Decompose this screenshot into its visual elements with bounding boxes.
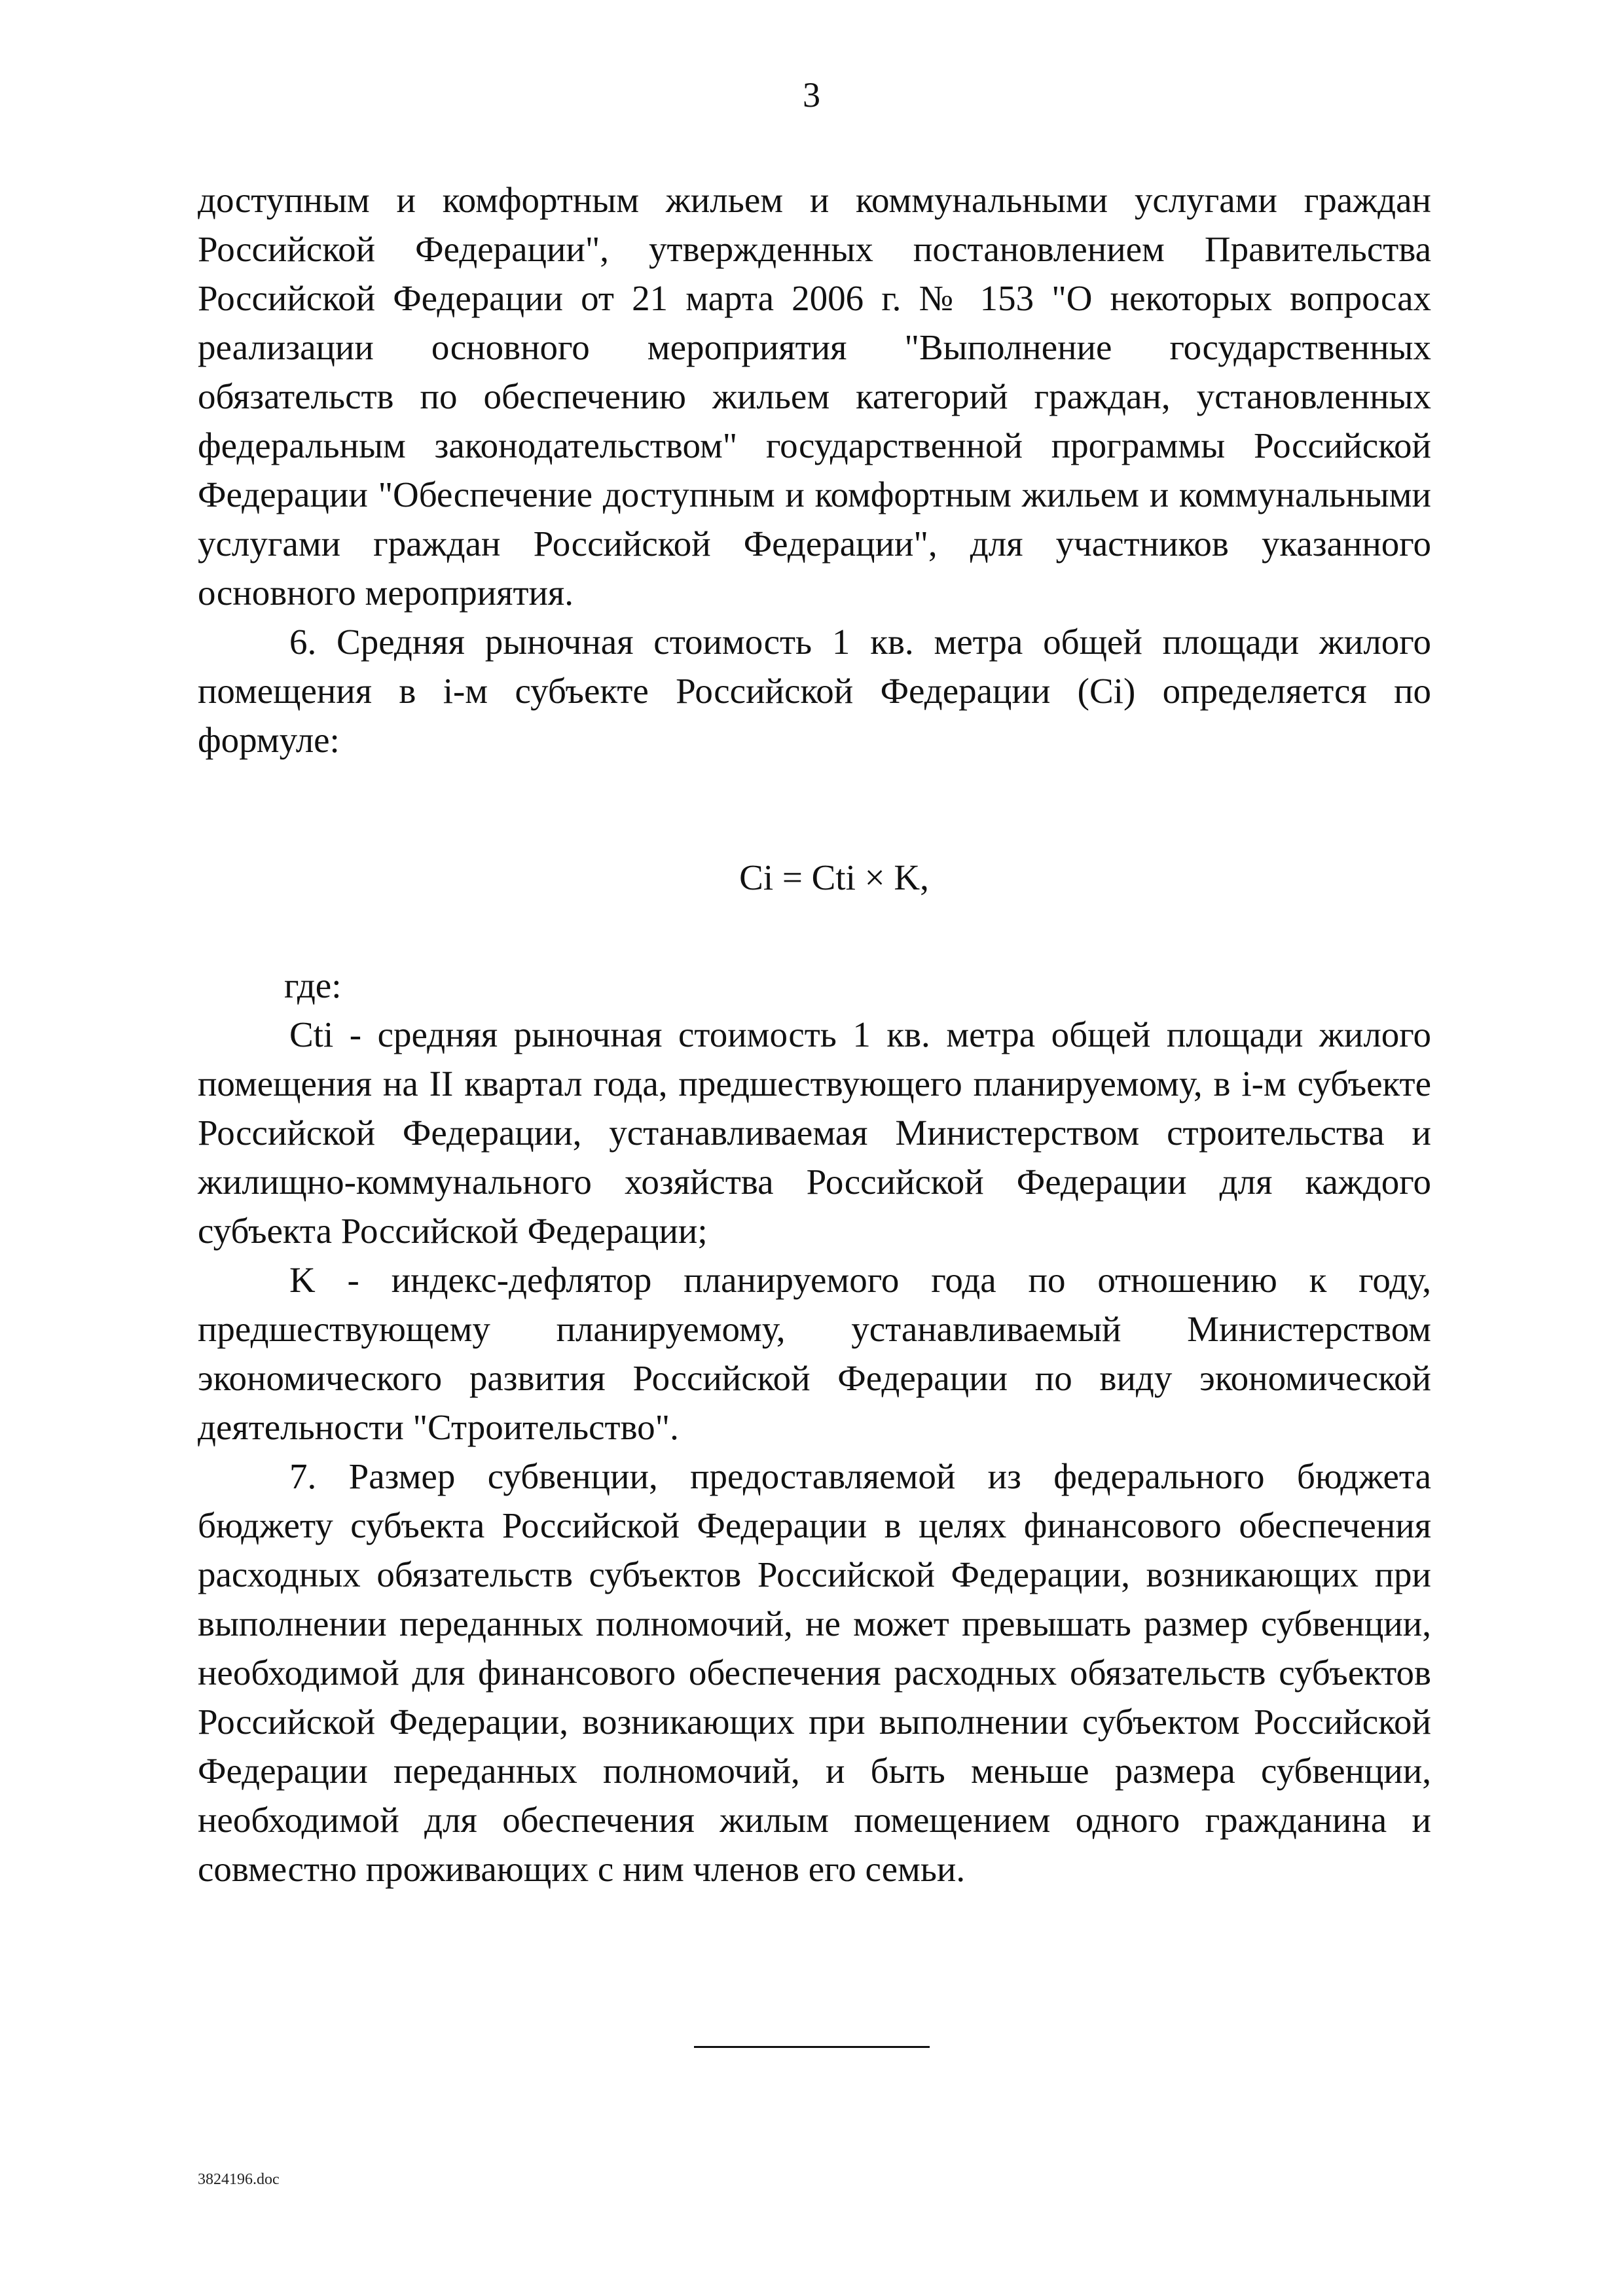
where-label: где:: [284, 965, 342, 1005]
definition-cti: Cti - средняя рыночная стоимость 1 кв. метра общей площади жилого помещения на II квартал года, предшествующего планируемому, в i-м субъекте Российской Федерации, устанавливаемая Министерством строительства и жилищно-коммунального хозяйства Российской Федерации для каждого субъекта Российской Федерации;: [198, 1014, 1431, 1251]
document-file-id: 3824196.doc: [198, 2171, 280, 2188]
document-body: [198, 175, 1431, 1893]
paragraph-7: 7. Размер субвенции, предоставляемой из федерального бюджета бюджету субъекта Российской Федерации в целях финансового обеспечения расходных обязательств субъектов Российской Федерации, возникающих при выполнении переданных полномочий, не может превышать размер субвенции, необходимой для финансового обеспечения расходных обязательств субъектов Российской Федерации, возникающих при выполнении субъектом Российской Федерации переданных полномочий, и быть меньше размера субвенции, необходимой для обеспечения жилым помещением одного гражданина и совместно проживающих с ним членов его семьи.: [198, 1456, 1431, 1889]
formula: Ci = Cti × K,: [739, 857, 929, 897]
paragraph-continuation: доступным и комфортным жильем и коммунальными услугами граждан Российской Федерации", утвержденных постановлением Правительства Российской Федерации от 21 марта 2006 г. № 153 "О некоторых вопросах реализации основного мероприятия "Выполнение государственных обязательств по обеспечению жильем категорий граждан, установленных федеральным законодательством" государственной программы Российской Федерации "Обеспечение доступным и комфортным жильем и коммунальными услугами граждан Российской Федерации", для участников указанного основного мероприятия.: [198, 180, 1431, 613]
definition-k: K - индекс-дефлятор планируемого года по отношению к году, предшествующему планируемому, устанавливаемый Министерством экономического развития Российской Федерации по виду экономической деятельности "Строительство".: [198, 1260, 1431, 1447]
end-separator-line: [694, 2046, 930, 2048]
page-number: 3: [803, 75, 820, 115]
paragraph-6: 6. Средняя рыночная стоимость 1 кв. метра общей площади жилого помещения в i-м субъекте Российской Федерации (Ci) определяется по формуле:: [198, 622, 1431, 760]
